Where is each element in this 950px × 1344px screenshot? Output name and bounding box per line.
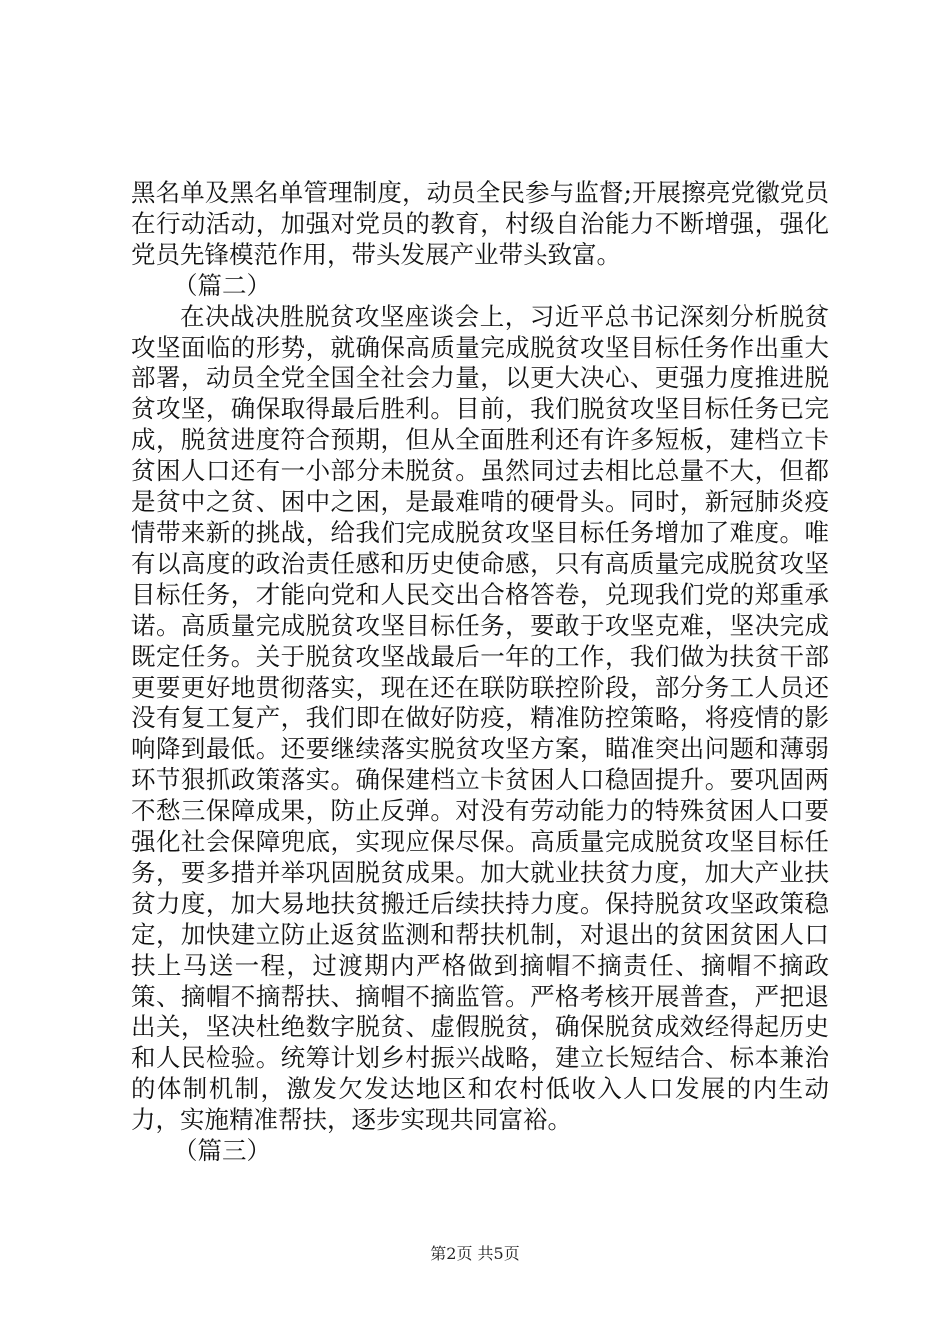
section-heading-part-two: （篇二）	[173, 270, 271, 300]
section-heading-part-three: （篇三）	[173, 1136, 271, 1166]
document-body	[131, 178, 829, 1167]
paragraph-continuation: 黑名单及黑名单管理制度，动员全民参与监督;开展擦亮党徽党员在行动活动，加强对党员的教育，村级自治能力不断增强，强化党员先锋模范作用，带头发展产业带头致富。	[131, 178, 829, 269]
page-number-footer: 第2页 共5页	[430, 1244, 520, 1263]
paragraph-part-two-body: 在决战决胜脱贫攻坚座谈会上，习近平总书记深刻分析脱贫攻坚面临的形势，就确保高质量完成脱贫攻坚目标任务作出重大部署，动员全党全国全社会力量，以更大决心、更强力度推进脱贫攻坚，确保取得最后胜利。目前，我们脱贫攻坚目标任务已完成，脱贫进度符合预期，但从全面胜利还有许多短板，建档立卡贫困人口还有一小部分未脱贫。虽然同过去相比总量不大，但都是贫中之贫、困中之困，是最难啃的硬骨头。同时，新冠肺炎疫情带来新的挑战，给我们完成脱贫攻坚目标任务增加了难度。唯有以高度的政治责任感和历史使命感，只有高质量完成脱贫攻坚目标任务，才能向党和人民交出合格答卷，兑现我们党的郑重承诺。高质量完成脱贫攻坚目标任务，要敢于攻坚克难，坚决完成既定任务。关于脱贫攻坚战最后一年的工作，我们做为扶贫干部更要更好地贯彻落实，现在还在联防联控阶段，部分务工人员还没有复工复产，我们即在做好防疫，精准防控策略，将疫情的影响降到最低。还要继续落实脱贫攻坚方案，瞄准突出问题和薄弱环节狠抓政策落实。确保建档立卡贫困人口稳固提升。要巩固两不愁三保障成果，防止反弹。对没有劳动能力的特殊贫困人口要强化社会保障兜底，实现应保尽保。高质量完成脱贫攻坚目标任务，要多措并举巩固脱贫成果。加大就业扶贫力度，加大产业扶贫力度，加大易地扶贫搬迁后续扶持力度。保持脱贫攻坚政策稳定，加快建立防止返贫监测和帮扶机制，对退出的贫困贫困人口扶上马送一程，过渡期内严格做到摘帽不摘责任、摘帽不摘政策、摘帽不摘帮扶、摘帽不摘监管。严格考核开展普查，严把退出关，坚决杜绝数字脱贫、虚假脱贫，确保脱贫成效经得起历史和人民检验。统筹计划乡村振兴战略，建立长短结合、标本兼治的体制机制，激发欠发达地区和农村低收入人口发展的内生动力，实施精准帮扶，逐步实现共同富裕。	[131, 301, 829, 1135]
